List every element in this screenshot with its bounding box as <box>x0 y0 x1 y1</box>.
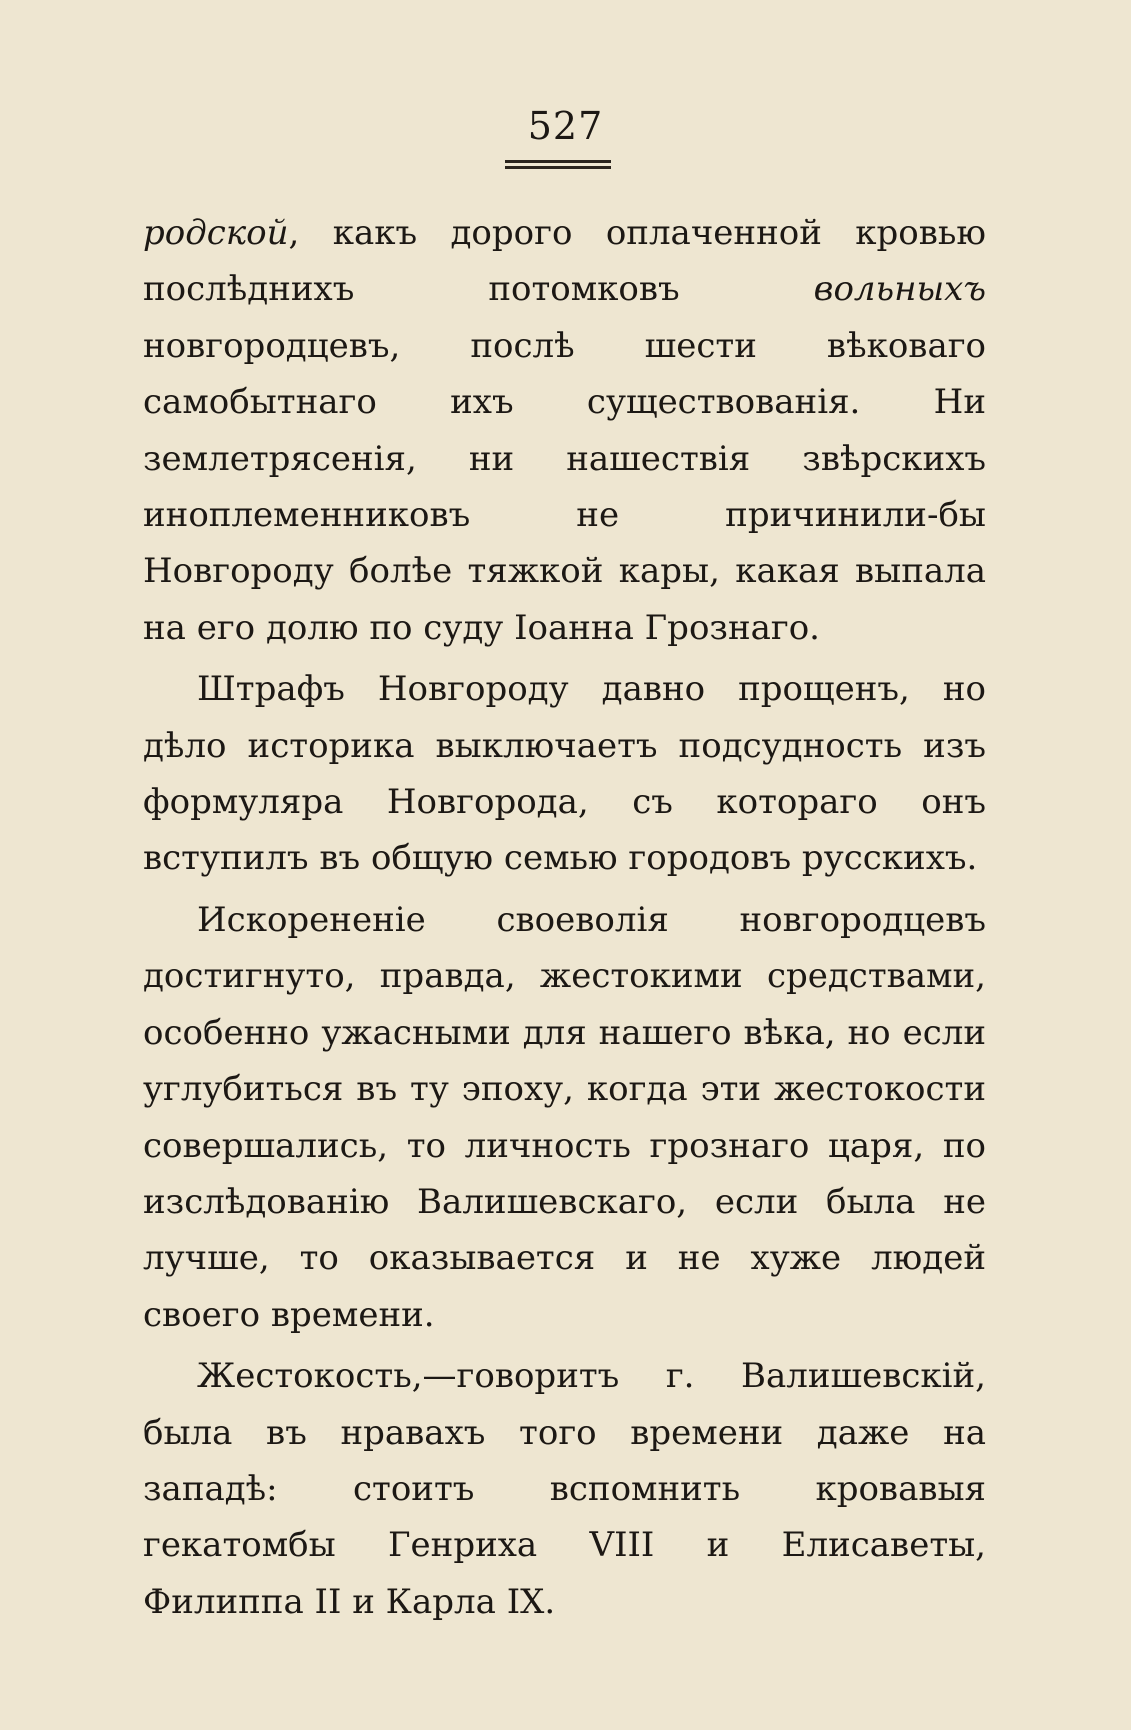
paragraph-3: Искорененіе своеволія новгородцевъ достигнуто, правда, жестокими средствами, особенно ужасными для нашего вѣка, но если углубиться въ ту эпоху, когда эти жестокости совершались, то личность грознаго царя, по изслѣдованію Валишевскаго, если была не лучше, то оказывается и не хуже людей своего времени. <box>143 899 986 1335</box>
paragraph-4: Жестокость,—говоритъ г. Валишевскій, была въ нравахъ того времени даже на западѣ: стоитъ вспомнить кровавыя гекатомбы Генриха VIII и Елисаветы, Филиппа II и Карла IX. <box>143 1356 986 1622</box>
italic-word: вольныхъ <box>813 269 986 310</box>
paragraph-text: , какъ дорого оплаченной кровью послѣднихъ потомковъ <box>143 213 986 310</box>
paragraph-1 <box>143 205 986 656</box>
body-text <box>143 205 986 1630</box>
paragraph-text: новгородцевъ, послѣ шести вѣковаго самобытнаго ихъ существованія. Ни землетрясенія, ни нашествія звѣрскихъ иноплеменниковъ не причинили-бы Новгороду болѣе тяжкой кары, какая выпала на его долю по суду Іоанна Грознаго. <box>143 325 986 648</box>
paragraph-2: Штрафъ Новгороду давно прощенъ, но дѣло историка выключаетъ подсудность изъ формуляра Новгорода, съ котораго онъ вступилъ въ общую семью городовъ русскихъ. <box>143 669 986 879</box>
header-double-rule <box>505 160 611 172</box>
italic-word: родской <box>143 213 289 253</box>
page-number: 527 <box>527 104 604 148</box>
